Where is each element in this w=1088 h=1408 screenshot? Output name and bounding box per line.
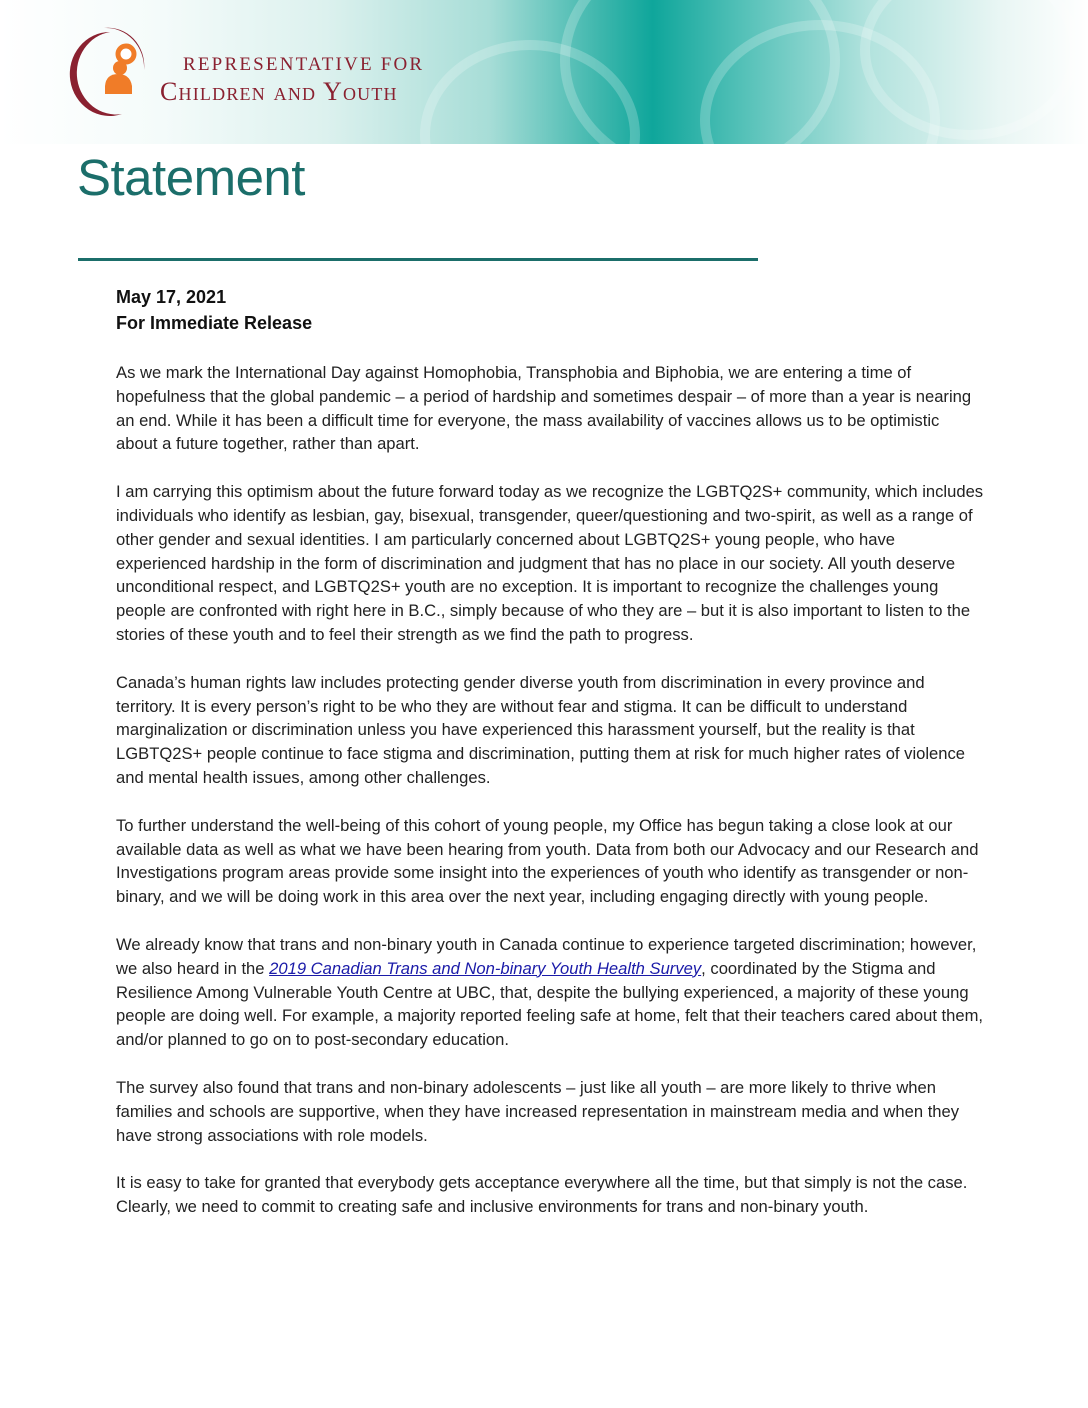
paragraph: Canada’s human rights law includes protecting gender diverse youth from discrimination in every province and territory. It is every person’s right to be who they are without fear and stigma. It can be difficult to understand marginalization or discrimination unless you have experienced this harassment yourself, but the reality is that LGBTQ2S+ people continue to face stigma and discrimination, putting them at risk for much higher rates of violence and mental health issues, among other challenges. (116, 672, 966, 787)
org-name-line2: Children and Youth (160, 77, 398, 106)
paragraph: It is easy to take for granted that everybody gets acceptance everywhere all the time, but that simply is not the case. Clearly, we need to commit to creating safe and inclusive environments for trans and non-binary youth. (116, 1173, 968, 1217)
document-title: Statement (77, 149, 305, 206)
paragraph-text: We already know that trans and non-binary youth in Canada continue to experience targeted discrimination; however, we also heard in the (116, 934, 977, 978)
title-divider (78, 258, 758, 261)
header-banner (0, 0, 1088, 144)
rcy-logo-icon (60, 24, 146, 118)
release-date: May 17, 2021 (116, 287, 227, 307)
paragraph: To further understand the well-being of this cohort of young people, my Office has begun taking a close look at our available data as well as what we have been hearing from youth. Data from both our Advocacy and our Research and Investigations program areas provide some insight into the experiences of youth who identify as transgender or non-binary, and we will be doing work in this area over the next year, including engaging directly with young people. (116, 815, 979, 907)
release-meta (116, 284, 312, 336)
paragraph-text: , coordinated by the Stigma and Resilience Among Vulnerable Youth Centre at UBC, that, despite the bullying experienced, a majority of these young people are doing well. For example, a majority reported feeling safe at home, felt that their teachers cared about them, and/or planned to go on to post-secondary education. (116, 958, 984, 1050)
paragraph: The survey also found that trans and non-binary adolescents – just like all youth – are more likely to thrive when families and schools are supportive, when they have increased representation in mainstream media and when they have strong associations with role models. (116, 1077, 960, 1145)
paragraph: As we mark the International Day against Homophobia, Transphobia and Biphobia, we are entering a time of hopefulness that the global pandemic – a period of hardship and sometimes despair – of more than a year is nearing an end. While it has been a difficult time for everyone, the mass availability of vaccines allows us to be optimistic about a future together, rather than apart. (116, 363, 972, 454)
release-type: For Immediate Release (116, 313, 313, 333)
org-name-line1: REPRESENTATIVE FOR (183, 54, 425, 75)
survey-link[interactable]: 2019 Canadian Trans and Non-binary Youth Health Survey (269, 958, 702, 978)
paragraph: I am carrying this optimism about the future forward today as we recognize the LGBTQ2S+ community, which includes individuals who identify as lesbian, gay, bisexual, transgender, queer/questioning and two-spirit, as well as a range of other gender and sexual identities. I am particularly concerned about LGBTQ2S+ young people, who have experienced hardship in the form of discrimination and judgment that has no place in our society. All youth deserve unconditional respect, and LGBTQ2S+ youth are no exception. It is important to recognize the challenges young people are confronted with right here in B.C., simply because of who they are – but it is also important to listen to the stories of these youth and to feel their strength as we find the path to progress. (116, 482, 984, 644)
statement-body (116, 361, 984, 1243)
paragraph (116, 933, 984, 1052)
